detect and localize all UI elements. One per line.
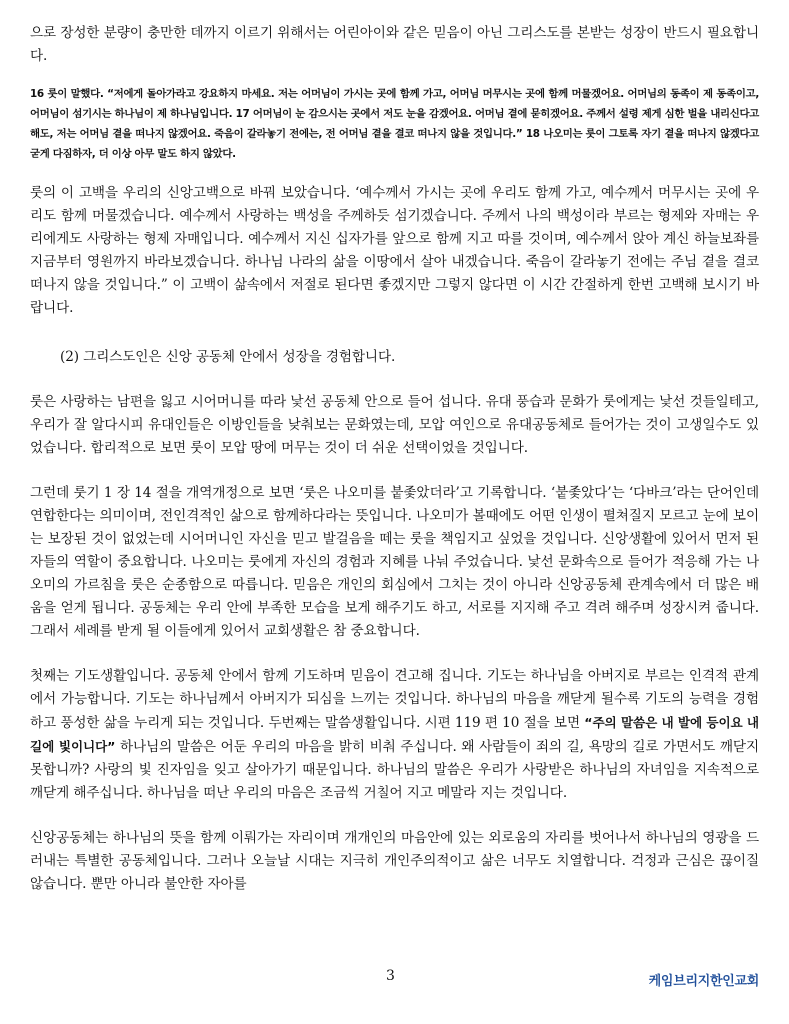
page-footer	[0, 968, 789, 992]
psalm-quote: “주의 말씀은 내 발에 등이요 내 길에 빛이니다”	[30, 715, 759, 754]
paragraph-community: 룻은 사랑하는 남편을 잃고 시어머니를 따라 낯선 공동체 안으로 들어 섭니다. 유대 풍습과 문화가 룻에게는 낯선 것들일테고, 우리가 잘 알다시피 유대인들은 이방인들을 낮춰보는 문화였는데, 모압 여인으로 유대공동체로 들어가는 것이 고생일수도 있었습니다. 합리적으로 보면 룻이 모압 땅에 머무는 것이 더 쉬운 선택이었을 것입니다.	[30, 394, 759, 456]
word-text: 하나님의 말씀은 어둔 우리의 마음을 밝히 비춰 주십니다. 왜 사람들이 죄의 길, 욕망의 길로 가면서도 깨닫지 못합니까? 사랑의 빛 진자임을 잊고 살아가기 때문입니다. 하나님의 말씀은 우리가 사랑받은 하나님의 자녀임을 지속적으로 깨닫게 해주십니다. 하나님을 떠난 우리의 마음은 조금씩 거칠어 지고 메말라 지는 것입니다.	[30, 739, 759, 801]
paragraph-prayer	[30, 665, 759, 805]
paragraph-dabak: 그런데 룻기 1 장 14 절을 개역개정으로 보면 ‘룻은 나오미를 붙좇았더라’고 기록합니다. ‘붙좇았다’는 ‘다바크’라는 단어인데 연합한다는 의미이며, 전인격적인 삶으로 함께하다라는 뜻입니다. 나오미가 볼때에도 어떤 인생이 펼쳐질지 모르고 눈에 보이는 보장된 것이 없었는데 시어머니인 자신을 믿고 발걸음을 떼는 룻을 책임지고 싶었을 것입니다. 신앙생활에 있어서 먼저 된 자들의 역할이 중요합니다. 나오미는 룻에게 자신의 경험과 지혜를 나눠 주었습니다. 낯선 문화속으로 들어가 적응해 가는 나오미의 가르침을 룻은 순종함으로 따릅니다. 믿음은 개인의 회심에서 그치는 것이 아니라 신앙공동체 관계속에서 더 많은 배움을 얻게 됩니다. 공동체는 우리 안에 부족한 모습을 보게 해주기도 하고, 서로를 지지해 주고 격려 해주며 성장시켜 줍니다. 그래서 세례를 받게 될 이들에게 있어서 교회생활은 참 중요합니다.	[30, 485, 759, 639]
page-number: 3	[386, 968, 395, 984]
paragraph-faith-community: 신앙공동체는 하나님의 뜻을 함께 이뤄가는 자리이며 개개인의 마음안에 있는 외로움의 자리를 벗어나서 하나님의 영광을 드러내는 특별한 공동체입니다. 그러나 오늘날 시대는 지극히 개인주의적이고 삶은 너무도 치열합니다. 걱정과 근심은 끊이질 않습니다. 뿐만 아니라 불안한 자아를	[30, 830, 759, 892]
paragraph-intro: 으로 장성한 분량이 충만한 데까지 이르기 위해서는 어린아이와 같은 믿음이 아닌 그리스도를 본받는 성장이 반드시 필요합니다.	[30, 25, 759, 64]
document-body	[30, 22, 759, 896]
church-name: 케임브리지한인교회	[648, 974, 759, 989]
prayer-text: 첫째는 기도생활입니다. 공동체 안에서 함께 기도하며 믿음이 견고해 집니다. 기도는 하나님을 아버지로 부르는 인격적 관계에서 가능합니다. 기도는 하나님께서 아버지가 되심을 느끼는 것입니다. 하나님의 마음을 깨닫게 될수록 기도의 능력을 경험하고 풍성한 삶을 누리게 되는 것입니다. 두번째는 말씀생활입니다. 시편 119 편 10 절을 보면	[30, 668, 759, 731]
scripture-quote-ruth: 16 룻이 말했다. “저에게 돌아가라고 강요하지 마세요. 저는 어머님이 가시는 곳에 함께 가고, 어머님 머무시는 곳에 함께 머물겠어요. 어머님의 동족이 제 동족이고, 어머님이 섬기시는 하나님이 제 하나님입니다. 17 어머님이 눈 감으시는 곳에서 저도 눈을 감겠어요. 어머님 곁에 묻히겠어요. 주께서 설령 제게 심한 벌을 내리신다고 해도, 저는 어머님 곁을 떠나지 않겠어요. 죽음이 갈라놓기 전에는, 전 어머님 곁을 결코 떠나지 않을 것입니다.” 18 나오미는 룻이 그토록 자기 곁을 떠나지 않겠다고 굳게 다짐하자, 더 이상 아무 말도 하지 않았다.	[30, 88, 759, 160]
section-heading: (2) 그리스도인은 신앙 공동체 안에서 성장을 경험합니다.	[60, 349, 396, 365]
paragraph-confession: 룻의 이 고백을 우리의 신앙고백으로 바꿔 보았습니다. ‘예수께서 가시는 곳에 우리도 함께 가고, 예수께서 머무시는 곳에 우리도 함께 머물겠습니다. 예수께서 사랑하는 백성을 주께하듯 섬기겠습니다. 주께서 나의 백성이라 부르는 형제와 자매는 우리에게도 사랑하는 형제 자매입니다. 예수께서 지신 십자가를 앞으로 함께 지고 따를 것이며, 예수께서 앉아 계신 하늘보좌를 지금부터 영원까지 바라보겠습니다. 하나님 나라의 삶을 이땅에서 살아 내겠습니다. 죽음이 갈라놓기 전에는 주님 곁을 결코 떠나지 않을 것입니다.” 이 고백이 삶속에서 저절로 된다면 좋겠지만 그렇지 않다면 이 시간 간절하게 한번 고백해 보시기 바랍니다.	[30, 185, 759, 316]
